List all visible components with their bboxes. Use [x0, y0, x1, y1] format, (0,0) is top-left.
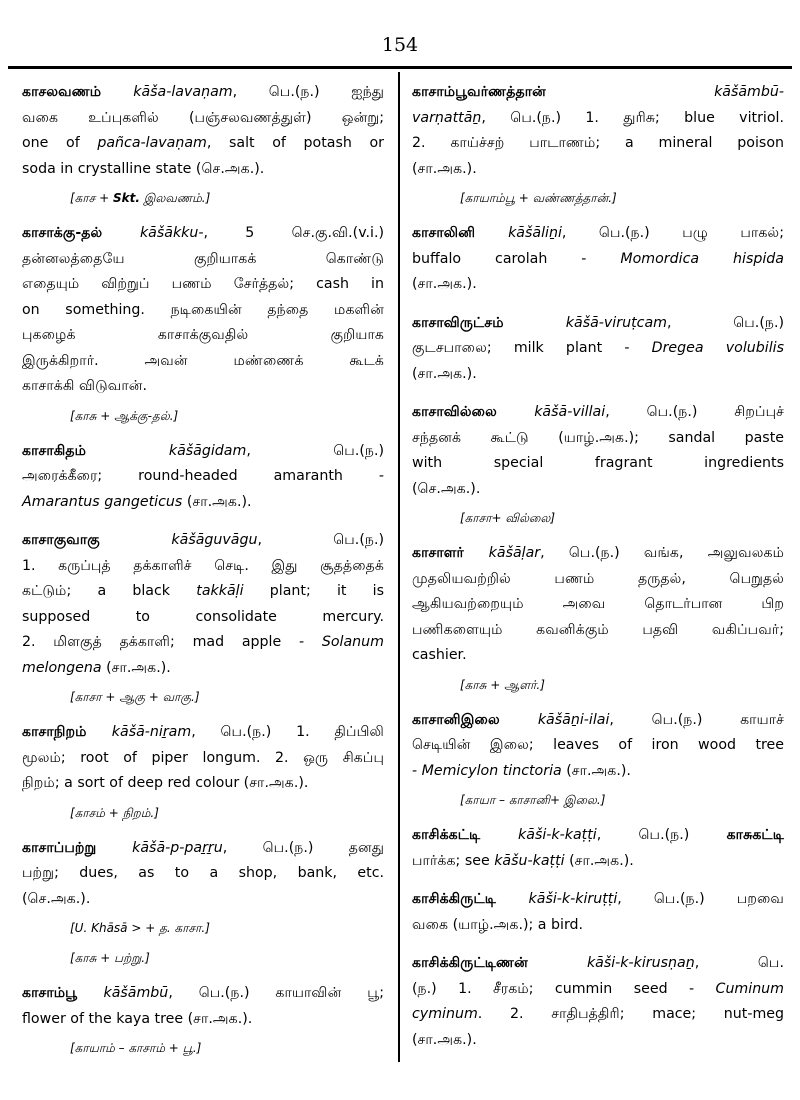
- header-rule: [8, 66, 792, 69]
- headword: காசாம்பூ: [22, 985, 104, 1001]
- entry-text: (சா.அக.).: [412, 160, 477, 177]
- transliteration: kāšu-kaṭṭi: [494, 852, 565, 869]
- entry-text: தன்னலத்தையே குறியாகக் கொண்டு: [22, 250, 384, 267]
- entry-text: (சா.அக.).: [412, 365, 477, 382]
- entry-line: [412, 106, 784, 132]
- dictionary-entry: [412, 541, 784, 695]
- entry-line: [22, 272, 384, 298]
- headword: காசாநிறம்: [22, 724, 112, 740]
- entry-text: -: [412, 762, 422, 779]
- entry-text: கட்டும்; a black: [22, 583, 197, 599]
- headword: காசாவிருட்சம்: [412, 314, 566, 331]
- transliteration: takkāḷi: [196, 583, 244, 599]
- entry-body: [412, 823, 784, 874]
- entry-line: [22, 349, 384, 375]
- entry-line: [22, 106, 384, 132]
- etymology: [70, 188, 384, 208]
- entry-text: , பெ.(ந.) காயாவின் பூ;: [168, 985, 384, 1001]
- entry-line: [412, 451, 784, 477]
- entry-body: [412, 221, 784, 298]
- entry-text: , பெ.(ந.) பறவை: [617, 891, 784, 907]
- entry-body: [22, 981, 384, 1032]
- transliteration: pañca-lavaṇam: [97, 135, 207, 151]
- entry-text: 2. காய்ச்சற் பாடாணம்; a mineral poison: [412, 135, 784, 151]
- entry-body: [412, 80, 784, 182]
- entry-text: supposed to consolidate mercury.: [22, 608, 384, 625]
- entry-body: [22, 720, 384, 797]
- entry-line: [22, 157, 384, 183]
- entry-line: [22, 771, 384, 797]
- dictionary-entry: [22, 981, 384, 1058]
- scientific-name: melongena: [22, 659, 102, 676]
- transliteration: kāšā-viruṭcam: [565, 314, 667, 331]
- entry-text: நிறம்; a sort of deep red colour (சா.அக.).: [22, 775, 309, 791]
- dictionary-entry: [412, 221, 784, 298]
- entry-text: [U. Khāsā > + த. காசா.]: [70, 921, 210, 935]
- entry-line: [412, 643, 784, 669]
- entry-text: with special fragrant ingredients: [412, 455, 784, 471]
- entry-line: [22, 490, 384, 516]
- etymology: [460, 790, 784, 810]
- entry-line: [22, 374, 384, 400]
- entry-line: [412, 400, 784, 426]
- etymology: [70, 948, 384, 968]
- transliteration: kāšā-villai: [534, 404, 606, 420]
- dictionary-entry: [412, 400, 784, 528]
- entry-body: [412, 708, 784, 785]
- entry-text: (செ.அக.).: [412, 480, 481, 497]
- headword: காசாலினி: [412, 225, 509, 241]
- entry-line: [412, 951, 784, 977]
- entry-text: , பெ.(ந.) சிறப்புச்: [605, 404, 784, 420]
- entry-text: [காயாம் – காசாம் + பூ.]: [70, 1041, 202, 1055]
- entry-body: [22, 528, 384, 681]
- transliteration: kāša-lavaṇam: [133, 84, 233, 100]
- entry-line: [412, 477, 784, 503]
- entry-text: (ந.) 1. சீரகம்; cummin seed -: [412, 980, 716, 997]
- entry-line: [412, 221, 784, 247]
- entry-line: [412, 1028, 784, 1054]
- etymology: [460, 188, 784, 208]
- entry-line: [22, 746, 384, 772]
- entry-text: (சா.அக.).: [182, 493, 252, 510]
- scientific-name: Amarantus gangeticus: [22, 493, 183, 510]
- entry-text: , பெ.: [694, 955, 784, 971]
- entry-body: [412, 311, 784, 388]
- dictionary-entry: [412, 708, 784, 811]
- entry-line: [412, 708, 784, 734]
- entry-line: [412, 977, 784, 1003]
- transliteration: kāšā-p-paṟṟu: [132, 839, 223, 856]
- entry-text: குடசபாலை; milk plant -: [412, 340, 652, 356]
- headword: காசாளர்: [412, 545, 489, 561]
- entry-body: [22, 836, 384, 913]
- dictionary-entry: [22, 836, 384, 969]
- dictionary-entry: [22, 80, 384, 208]
- entry-text: வகை (யாழ்.அக.); a bird.: [412, 916, 584, 933]
- entry-text: , பெ.(ந.): [246, 442, 385, 459]
- transliteration: kāši-k-kaṭṭi: [518, 827, 597, 843]
- entry-line: [22, 720, 384, 746]
- entry-line: [22, 439, 384, 465]
- scientific-name: cyminum: [412, 1006, 478, 1022]
- entry-line: [412, 1002, 784, 1028]
- entry-text: , பெ.(ந.) 1. திப்பிலி: [191, 724, 384, 740]
- entry-line: [22, 1007, 384, 1033]
- entry-text: , பெ.(ந.): [596, 827, 727, 843]
- entry-line: [412, 913, 784, 939]
- entry-line: [22, 630, 384, 656]
- etymology: [460, 508, 784, 528]
- entry-text: [காயாம்பூ + வண்ணத்தான்.]: [460, 191, 617, 205]
- transliteration: kāši-k-kirusṇaṉ: [586, 955, 695, 971]
- entry-text: பற்று; dues, as to a shop, bank, etc.: [22, 865, 384, 881]
- etymology: [460, 675, 784, 695]
- entry-text: [காசா + ஆகு + வாகு.]: [70, 690, 200, 704]
- entry-body: [22, 439, 384, 516]
- entry-text: buffalo carolah -: [412, 250, 621, 267]
- entry-line: [412, 592, 784, 618]
- entry-line: [22, 528, 384, 554]
- entry-text: , பெ.(ந.): [257, 532, 384, 548]
- headword: காசுகட்டி: [726, 827, 784, 843]
- entry-text: (சா.அக.).: [561, 762, 631, 779]
- entry-line: [412, 336, 784, 362]
- entry-text: [காசு + பற்று.]: [70, 951, 150, 965]
- headword: காசாவில்லை: [412, 404, 535, 420]
- entry-line: [412, 759, 784, 785]
- entry-text: [காச +: [70, 191, 113, 205]
- entry-line: [22, 221, 384, 247]
- entry-line: [22, 605, 384, 631]
- entry-text: , 5 செ.கு.வி.(v.i.): [203, 225, 385, 241]
- etymology: [70, 687, 384, 707]
- dictionary-entry: [412, 823, 784, 874]
- entry-line: [22, 247, 384, 273]
- headword: காசிக்கட்டி: [412, 827, 519, 843]
- transliteration: varṇattāṉ: [412, 109, 482, 126]
- entry-body: [412, 887, 784, 938]
- scientific-name: Memicylon tinctoria: [421, 762, 562, 779]
- right-column: [412, 80, 784, 1066]
- entry-line: [412, 311, 784, 337]
- entry-body: [22, 80, 384, 182]
- headword: காசாகுவாகு: [22, 532, 172, 548]
- entry-body: [412, 400, 784, 502]
- entry-text: , பெ.(ந.) தனது: [222, 839, 384, 856]
- entry-text: புகழைக் காசாக்குவதில் குறியாக: [22, 327, 384, 343]
- entry-text: flower of the kaya tree (சா.அக.).: [22, 1010, 253, 1027]
- entry-text: . 2. சாதிபத்திரி; mace; nut-meg: [477, 1006, 784, 1022]
- dictionary-entry: [22, 528, 384, 707]
- dictionary-entry: [412, 887, 784, 938]
- dictionary-entry: [412, 311, 784, 388]
- headword: காசலவணம்: [22, 84, 134, 100]
- etymology-source: Skt.: [112, 191, 140, 205]
- entry-text: அரைக்கீரை; round-headed amaranth -: [22, 468, 384, 484]
- dictionary-entry: [412, 80, 784, 208]
- entry-text: , பெ.(ந.) வங்க, அலுவலகம்: [540, 545, 784, 561]
- entry-text: (சா.அக.).: [101, 659, 171, 676]
- scientific-name: Dregea volubilis: [651, 340, 784, 356]
- entry-line: [412, 157, 784, 183]
- entry-line: [412, 131, 784, 157]
- entry-line: [412, 272, 784, 298]
- headword: காசாகிதம்: [22, 442, 169, 459]
- transliteration: kāšāguvāgu: [171, 532, 258, 548]
- entry-line: [22, 861, 384, 887]
- dictionary-entry: [22, 221, 384, 426]
- entry-text: (சா.அக.).: [412, 276, 477, 292]
- entry-line: [22, 131, 384, 157]
- entry-text: எதையும் விற்றுப் பணம் சேர்த்தல்; cash in: [22, 276, 384, 292]
- scientific-name: Momordica hispida: [620, 250, 784, 267]
- entry-text: , பெ.(ந.) பழு பாகல்;: [561, 225, 784, 241]
- entry-line: [412, 541, 784, 567]
- entry-text: இருக்கிறார். அவன் மண்ணைக் கூடக்: [22, 352, 384, 369]
- transliteration: kāšāmbū: [103, 985, 169, 1001]
- transliteration: kāšāṉi-ilai: [537, 711, 610, 728]
- entry-line: [412, 80, 784, 106]
- entry-text: முதலியவற்றில் பணம் தருதல், பெறுதல்: [412, 570, 784, 587]
- entry-body: [22, 221, 384, 400]
- entry-line: [22, 887, 384, 913]
- entry-text: வகை உப்புகளில் (பஞ்சலவணத்துள்) ஒன்று;: [22, 109, 384, 126]
- entry-line: [412, 887, 784, 913]
- entry-text: (சா.அக.).: [412, 1031, 477, 1048]
- entry-text: , பெ.(ந.): [666, 314, 784, 331]
- etymology: [70, 1038, 384, 1058]
- entry-line: [22, 836, 384, 862]
- entry-line: [412, 362, 784, 388]
- entry-text: , பெ.(ந.) ஐந்து: [232, 84, 384, 100]
- etymology: [70, 918, 384, 938]
- entry-text: 2. மிளகுத் தக்காளி; mad apple -: [22, 634, 322, 650]
- scientific-name: Solanum: [321, 634, 384, 650]
- transliteration: kāši-k-kiruṭṭi: [528, 891, 618, 907]
- entry-text: [காசம் + நிறம்.]: [70, 805, 159, 820]
- dictionary-entry: [412, 951, 784, 1053]
- entry-text: சந்தனக் கூட்டு (யாழ்.அக.); sandal paste: [412, 429, 784, 446]
- entry-line: [22, 80, 384, 106]
- entry-line: [412, 618, 784, 644]
- transliteration: kāšāmbū-: [714, 84, 784, 100]
- entry-line: [22, 981, 384, 1007]
- entry-text: plant; it is: [243, 583, 385, 599]
- entry-line: [412, 426, 784, 452]
- page-number: 154: [381, 34, 419, 56]
- entry-text: on something. நடிகையின் தந்தை மகளின்: [22, 301, 384, 318]
- entry-text: [காசா+ வில்லை]: [460, 511, 556, 525]
- entry-line: [22, 554, 384, 580]
- entry-text: , பெ.(ந.) 1. துரிசு; blue vitriol.: [481, 109, 784, 126]
- entry-line: [412, 567, 784, 593]
- entry-text: soda in crystalline state (செ.அக.).: [22, 160, 265, 177]
- entry-text: one of: [22, 135, 98, 151]
- entry-text: [காசு + ஆக்கு-தல்.]: [70, 408, 179, 423]
- entry-text: [காயா – காசானி+ இலை.]: [460, 793, 606, 807]
- dictionary-entry: [22, 439, 384, 516]
- entry-line: [22, 464, 384, 490]
- entry-text: ஆகியவற்றையும் அவை தொடர்பான பிற: [412, 596, 784, 612]
- transliteration: kāšāgidam: [168, 442, 247, 459]
- headword: காசிக்கிருட்டி: [412, 891, 529, 907]
- column-divider: [398, 72, 400, 1062]
- entry-text: இலவணம்.]: [139, 191, 211, 205]
- etymology: [70, 803, 384, 823]
- left-column: [22, 80, 384, 1071]
- entry-text: , salt of potash or: [206, 135, 384, 151]
- headword: காசிக்கிருட்டிணன்: [412, 955, 587, 971]
- entry-body: [412, 541, 784, 669]
- entry-line: [22, 323, 384, 349]
- entry-text: (சா.அக.).: [564, 852, 634, 869]
- entry-text: மூலம்; root of piper longum. 2. ஒரு சிகப்பு: [22, 749, 384, 766]
- headword: காசாக்கு-தல்: [22, 225, 140, 241]
- entry-line: [412, 733, 784, 759]
- transliteration: kāšāḷar: [488, 545, 541, 561]
- dictionary-entry: [22, 720, 384, 823]
- entry-text: cashier.: [412, 647, 467, 663]
- headword: காசாப்பற்று: [22, 839, 133, 856]
- entry-text: பார்க்க; see: [412, 852, 495, 869]
- entry-text: 1. கருப்புத் தக்காளிச் செடி. இது சூதத்தைக்: [22, 557, 384, 574]
- headword: காசாம்பூவர்ணத்தான்: [412, 84, 715, 100]
- entry-body: [412, 951, 784, 1053]
- entry-line: [412, 247, 784, 273]
- entry-line: [412, 823, 784, 849]
- entry-line: [22, 656, 384, 682]
- entry-text: காசாக்கி விடுவான்.: [22, 378, 148, 394]
- transliteration: kāšāliṉi: [508, 225, 562, 241]
- entry-text: செடியின் இலை; leaves of iron wood tree: [412, 737, 784, 753]
- entry-line: [22, 579, 384, 605]
- entry-text: பணிகளையும் கவனிக்கும் பதவி வகிப்பவர்;: [412, 621, 784, 638]
- entry-text: , பெ.(ந.) காயாச்: [609, 711, 784, 728]
- entry-text: [காசு + ஆளர்.]: [460, 677, 545, 692]
- scientific-name: Cuminum: [715, 980, 784, 997]
- etymology: [70, 406, 384, 426]
- transliteration: kāšā-niṟam: [111, 724, 192, 740]
- entry-text: (செ.அக.).: [22, 890, 91, 907]
- transliteration: kāšākku-: [139, 225, 204, 241]
- headword: காசானிஇலை: [412, 711, 538, 728]
- entry-line: [412, 849, 784, 875]
- entry-line: [22, 298, 384, 324]
